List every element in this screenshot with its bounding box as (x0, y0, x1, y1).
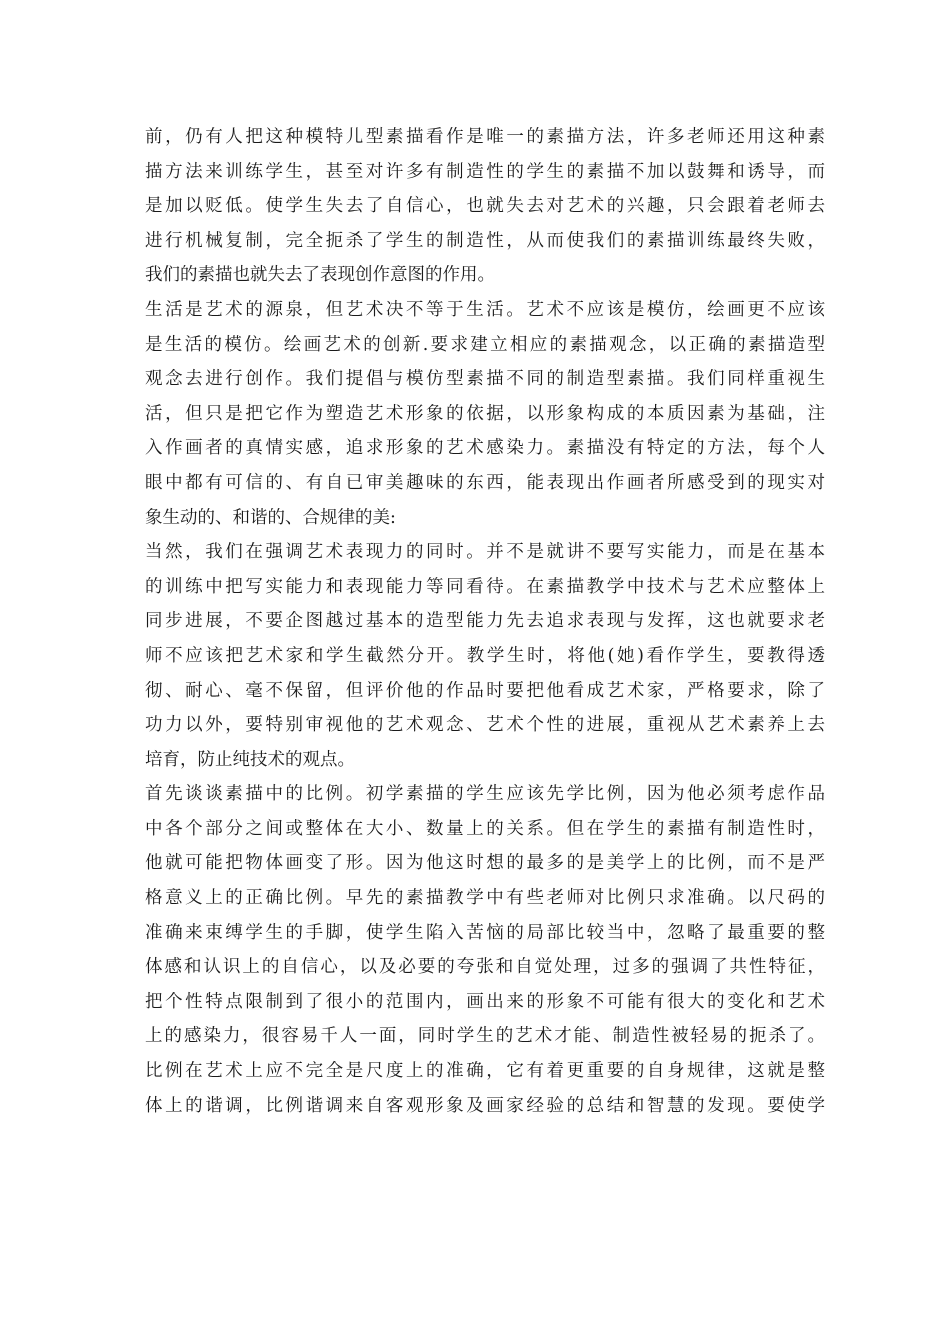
paragraph-4 (145, 777, 825, 1123)
text-line: 我们的素描也就失去了表现创作意图的作用。 (145, 265, 495, 286)
text-line: 生活是艺术的源泉，但艺术决不等于生活。艺术不应该是模仿，绘画更不应该 (145, 299, 825, 320)
text-line: 体感和认识上的自信心，以及必要的夸张和自觉处理，过多的强调了共性特征， (145, 957, 825, 978)
text-line: 进行机械复制，完全扼杀了学生的制造性，从而使我们的素描训练最终失败， (145, 230, 825, 251)
text-line: 他就可能把物体画变了形。因为他这时想的最多的是美学上的比例，而不是严 (145, 853, 825, 874)
paragraph-2 (145, 293, 825, 535)
text-line: 观念去进行创作。我们提倡与模仿型素描不同的制造型素描。我们同样重视生 (145, 369, 825, 390)
text-line: 象生动的、和谐的、合规律的美: (145, 507, 396, 528)
text-line: 彻、耐心、毫不保留，但评价他的作品时要把他看成艺术家，严格要求，除了 (145, 680, 825, 701)
text-line: 眼中都有可信的、有自已审美趣味的东西，能表现出作画者所感受到的现实对 (145, 472, 825, 493)
text-line: 培育，防止纯技术的观点。 (145, 749, 355, 770)
text-line: 功力以外，要特别审视他的艺术观念、艺术个性的进展，重视从艺术素养上去 (145, 715, 825, 736)
text-line: 描方法来训练学生，甚至对许多有制造性的学生的素描不加以鼓舞和诱导，而 (145, 161, 825, 182)
text-line: 入作画者的真情实感，追求形象的艺术感染力。素描没有特定的方法，每个人 (145, 438, 825, 459)
text-line: 体上的谐调，比例谐调来自客观形象及画家经验的总结和智慧的发现。要使学 (145, 1095, 825, 1116)
paragraph-1 (145, 120, 825, 293)
text-line: 同步进展，不要企图越过基本的造型能力先去追求表现与发挥，这也就要求老 (145, 611, 825, 632)
text-line: 上的感染力，很容易千人一面，同时学生的艺术才能、制造性被轻易的扼杀了。 (145, 1026, 825, 1047)
text-line: 师不应该把艺术家和学生截然分开。教学生时，将他(她)看作学生，要教得透 (145, 645, 825, 666)
text-line: 格意义上的正确比例。早先的素描教学中有些老师对比例只求准确。以尺码的 (145, 888, 825, 909)
text-line: 活，但只是把它作为塑造艺术形象的依据，以形象构成的本质因素为基础，注 (145, 403, 825, 424)
paragraph-3 (145, 535, 825, 777)
text-line: 把个性特点限制到了很小的范围内，画出来的形象不可能有很大的变化和艺术 (145, 991, 825, 1012)
text-line: 准确来束缚学生的手脚，使学生陷入苦恼的局部比较当中，忽略了最重要的整 (145, 922, 825, 943)
text-line: 是生活的模仿。绘画艺术的创新.要求建立相应的素描观念，以正确的素描造型 (145, 334, 825, 355)
body-text (145, 120, 825, 1123)
text-line: 中各个部分之间或整体在大小、数量上的关系。但在学生的素描有制造性时， (145, 818, 825, 839)
text-line: 前，仍有人把这种模特儿型素描看作是唯一的素描方法，许多老师还用这种素 (145, 127, 825, 147)
text-line: 首先谈谈素描中的比例。初学素描的学生应该先学比例，因为他必须考虑作品 (145, 784, 825, 805)
text-line: 当然，我们在强调艺术表现力的同时。并不是就讲不要写实能力，而是在基本 (145, 542, 825, 563)
text-line: 比例在艺术上应不完全是尺度上的准确，它有着更重要的自身规律，这就是整 (145, 1061, 825, 1082)
text-line: 的训练中把写实能力和表现能力等同看待。在素描教学中技术与艺术应整体上 (145, 576, 825, 597)
text-line: 是加以贬低。使学生失去了自信心，也就失去对艺术的兴趣，只会跟着老师去 (145, 196, 825, 217)
